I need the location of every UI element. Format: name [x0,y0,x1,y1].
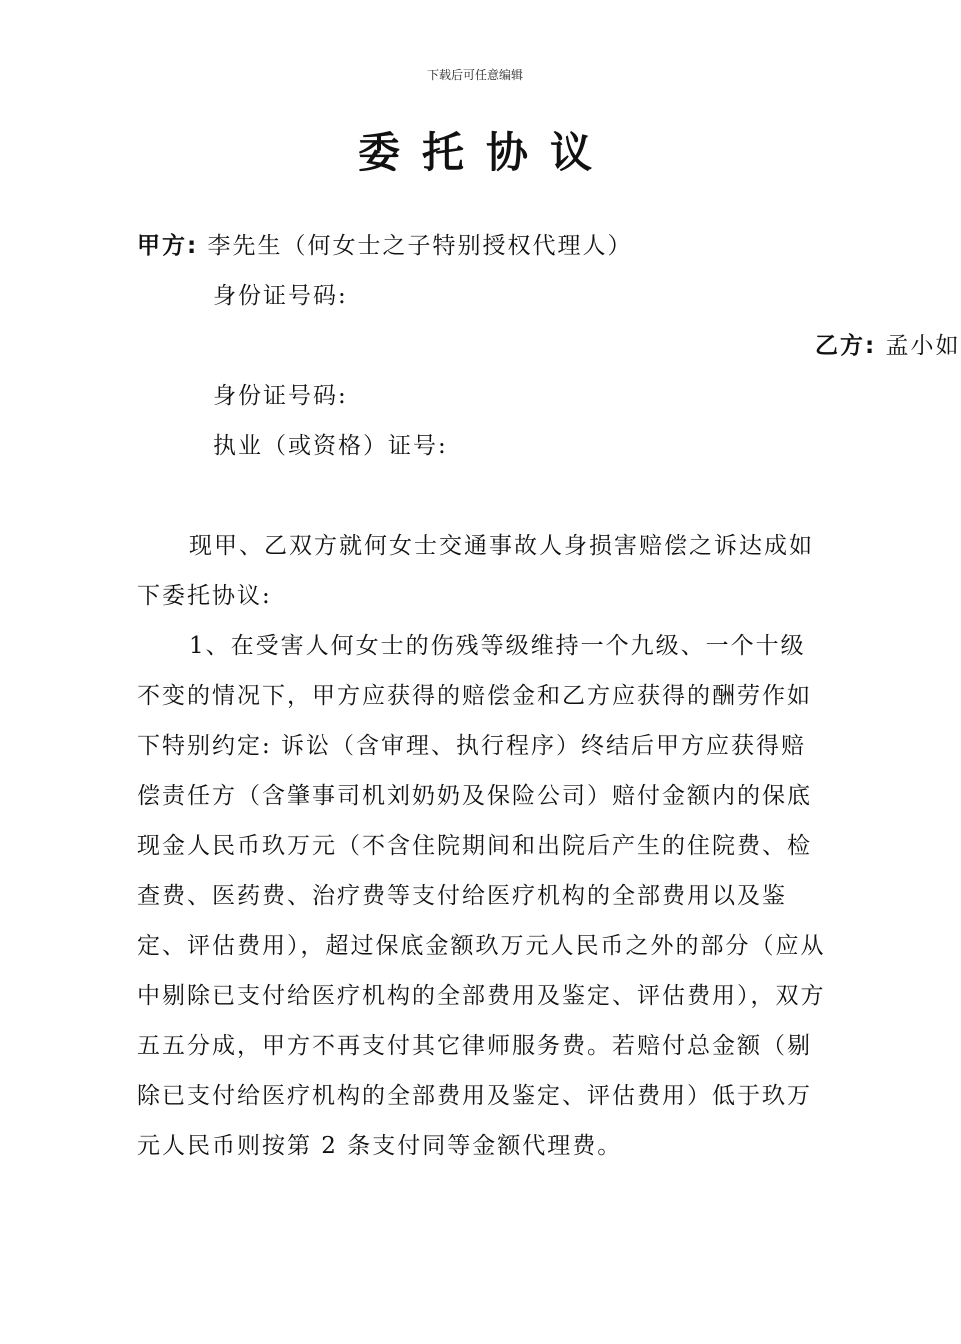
intro-paragraph: 现甲、乙双方就何女士交通事故人身损害赔偿之诉达成如下委托协议: [137,533,814,609]
party-b-label: 乙方: [815,333,877,359]
party-a-line [137,231,633,261]
party-a-name: 李先生（何女士之子特别授权代理人） [207,233,633,259]
party-b-name: 孟小如 [885,333,961,359]
party-a-id-label: 身份证号码: [213,283,348,309]
party-b-line [815,331,961,361]
party-a-label: 甲方: [137,233,199,259]
party-b-license-label: 执业（或资格）证号: [213,433,448,459]
document-title: 委托协议 [357,128,614,177]
header-note: 下载后可任意编辑 [426,68,523,82]
clause-1-paragraph: 1、在受害人何女士的伤残等级维持一个九级、一个十级不变的情况下，甲方应获得的赔偿金和乙方应获得的酬劳作如下特别约定: 诉讼（含审理、执行程序）终结后甲方应获得赔偿责任方（含肇事司机刘奶奶及保险公司）赔付金额内的保底现金人民币玖万元（不含住院期间和出院后产生的住院费、检查费、医药费、治疗费等支付给医疗机构的全部费用以及鉴定、评估费用），超过保底金额玖万元人民币之外的部分（应从中剔除已支付给医疗机构的全部费用及鉴定、评估费用），双方五五分成，甲方不再支付其它律师服务费。若赔付总金额（剔除已支付给医疗机构的全部费用及鉴定、评估费用）低于玖万元人民币则按第 2 条支付同等金额代理费。 [137,633,826,1159]
party-b-id-label: 身份证号码: [213,383,348,409]
